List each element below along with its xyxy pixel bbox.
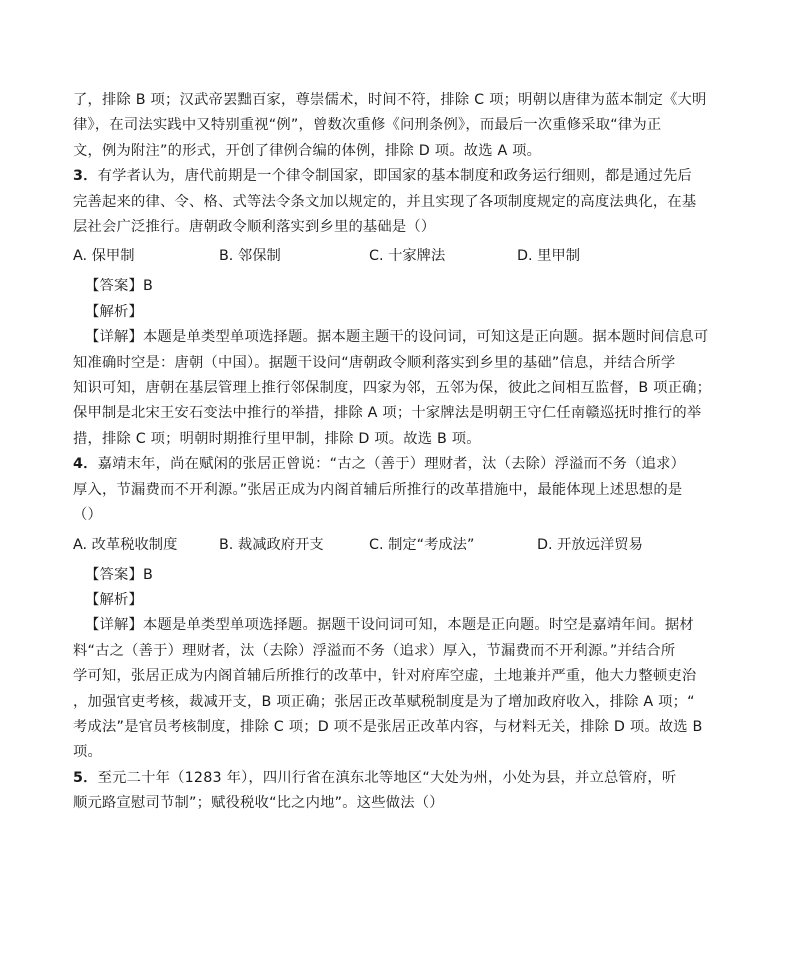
detail-line: 项。 <box>73 744 102 761</box>
option-c: C. 十家牌法 <box>369 248 446 265</box>
option-b: B. 邻保制 <box>219 248 281 265</box>
option-d: D. 里甲制 <box>517 248 580 265</box>
options-row <box>73 242 723 270</box>
question-3 <box>73 164 723 452</box>
detail-line: 知识可知，唐朝在基层管理上推行邻保制度，四家为邻，五邻为保，彼此之间相互监督，B 项正确； <box>73 380 712 397</box>
answer-label: 【答案】B <box>85 566 153 583</box>
detail-line: 【详解】本题是单类型单项选择题。据题干设问词可知，本题是正向题。时空是嘉靖年间。据材 <box>85 617 694 634</box>
question-stem-line: 层社会广泛推行。唐朝政令顺利落实到乡里的基础是（） <box>73 219 436 236</box>
question-stem-line: 厚入，节漏费而不开利源。”张居正成为内阁首辅后所推行的改革措施中，最能体现上述思想的是 <box>73 481 683 498</box>
question-text: 嘉靖末年，尚在赋闲的张居正曾说：“古之（善于）理财者，汰（去除）浮溢而不务（追求） <box>97 456 686 473</box>
detail-line: 料“古之（善于）理财者，汰（去除）浮溢而不务（追求）厚入，节漏费而不开利源。”并结合所 <box>73 642 676 659</box>
carry-over-paragraph <box>73 88 723 164</box>
detail-line: 知准确时空是：唐朝（中国）。据题干设问“唐朝政令顺利落实到乡里的基础”信息，并结合所学 <box>73 354 676 371</box>
options-row <box>73 531 723 559</box>
question-stem-line <box>73 766 723 791</box>
question-stem-line <box>73 164 723 189</box>
question-stem-line: （） <box>73 507 102 524</box>
text-line: 律》，在司法实践中又特别重视“例”，曾数次重修《问刑条例》，而最后一次重修采取“律为正 <box>73 117 662 134</box>
option-b: B. 裁减政府开支 <box>219 536 324 553</box>
document-page <box>73 88 723 817</box>
question-number: 5． <box>73 769 98 786</box>
option-c: C. 制定“考成法” <box>369 536 475 553</box>
detail-line: 考成法”是官员考核制度，排除 C 项；D 项不是张居正改革内容，与材料无关，排除 D 项。故选 B <box>73 718 703 735</box>
question-stem-line: 顺元路宣慰司节制”；赋役税收“比之内地”。这些做法（） <box>73 795 444 812</box>
question-5 <box>73 766 723 817</box>
analysis-label: 【解析】 <box>85 303 143 320</box>
option-d: D. 开放远洋贸易 <box>537 536 643 553</box>
detail-line: 措，排除 C 项；明朝时期推行里甲制，排除 D 项。故选 B 项。 <box>73 430 481 447</box>
detail-line: 【详解】本题是单类型单项选择题。据本题主题干的设问词，可知这是正向题。据本题时间信息可 <box>85 329 709 346</box>
question-number: 3． <box>73 168 98 185</box>
text-line: 了，排除 B 项；汉武帝罢黜百家，尊崇儒术，时间不符，排除 C 项；明朝以唐律为蓝本制定《大明 <box>73 92 707 108</box>
question-4 <box>73 452 723 765</box>
question-text: 有学者认为，唐代前期是一个律令制国家，即国家的基本制度和政务运行细则，都是通过先后 <box>97 168 693 185</box>
detail-line: 学可知，张居正成为内阁首辅后所推行的改革中，针对府库空虚，土地兼并严重，他大力整顿吏治 <box>73 668 697 685</box>
question-stem-line: 完善起来的律、令、格、式等法令条文加以规定的，并且实现了各项制度规定的高度法典化，在基 <box>73 193 697 210</box>
option-a: A. 改革税收制度 <box>73 536 178 553</box>
analysis-label: 【解析】 <box>85 591 143 608</box>
question-text: 至元二十年（1283 年），四川行省在滇东北等地区“大处为州，小处为县，并立总管府，听 <box>97 769 677 786</box>
text-line: 文，例为附注”的形式，开创了律例合编的体例，排除 D 项。故选 A 项。 <box>73 142 542 159</box>
option-a: A. 保甲制 <box>73 248 135 265</box>
question-number: 4． <box>73 456 98 473</box>
question-stem-line <box>73 452 723 477</box>
detail-line: ，加强官吏考核，裁减开支，B 项正确；张居正改革赋税制度是为了增加政府收入，排除 A 项；“ <box>73 693 695 710</box>
answer-label: 【答案】B <box>85 278 153 295</box>
detail-line: 保甲制是北宋王安石变法中推行的举措，排除 A 项；十家牌法是明朝王守仁任南赣巡抚时推行的举 <box>73 405 702 422</box>
